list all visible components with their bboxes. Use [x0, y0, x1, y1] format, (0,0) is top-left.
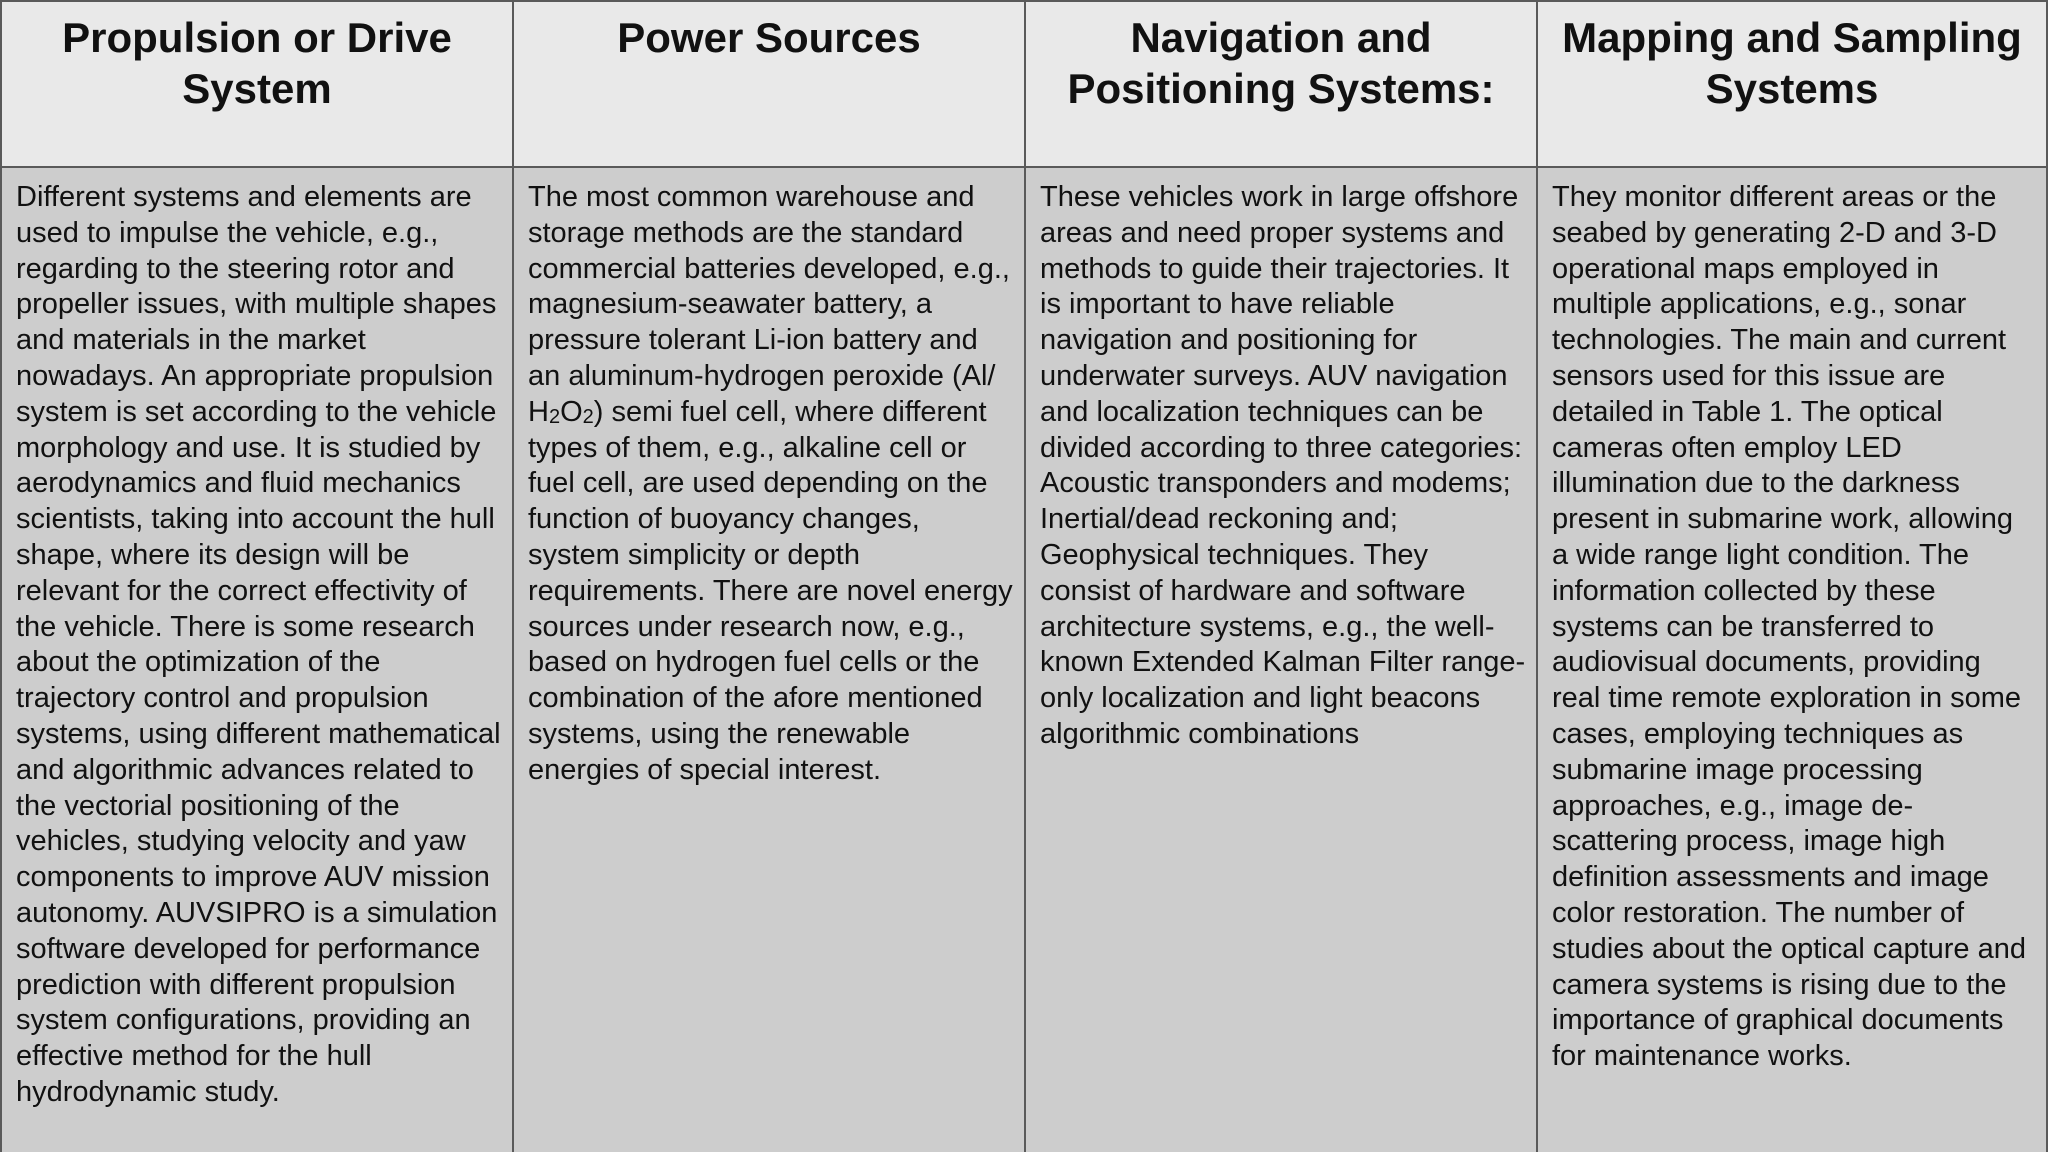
- body-navigation: [1024, 168, 1536, 1152]
- chemical-formula: [528, 396, 594, 428]
- body-power-sources: [512, 168, 1024, 1152]
- body-text: They monitor different areas or the seabed by generating 2-D and 3-D operational maps employed in multiple applications, e.g., sonar technologies. The main and current sensors used for this issue are detailed in Table 1. The optical cameras often employ LED illumination due to the darkness present in submarine work, allowing a wide range light condition. The information collected by these systems can be transferred to audiovisual documents, providing real time remote exploration in some cases, employing techniques as submarine image processing approaches, e.g., image de-scattering process, image high definition assessments and image color restoration. The number of studies about the optical capture and camera systems is rising due to the importance of graphical documents for maintenance works.: [1552, 181, 2026, 1073]
- formula-hydrogen: H: [528, 395, 549, 428]
- header-propulsion: [0, 0, 512, 168]
- header-title: Mapping and Sampling Systems: [1562, 14, 2022, 112]
- header-navigation: [1024, 0, 1536, 168]
- body-text: [528, 180, 1014, 789]
- header-power-sources: [512, 0, 1024, 168]
- body-mapping: [1536, 168, 2048, 1152]
- header-title: Propulsion or Drive System: [62, 14, 452, 112]
- body-text-part2: ) semi fuel cell, where different types of them, e.g., alkaline cell or fuel cell, are used depending on the function of buoyancy changes, system simplicity or depth requirements. There are novel energy sources under research now, e.g., based on hydrogen fuel cells or the combination of the afore mentioned systems, using the renewable energies of special interest.: [528, 395, 1013, 786]
- header-mapping: [1536, 0, 2048, 168]
- formula-subscript: 2: [548, 405, 561, 428]
- body-text: Different systems and elements are used to impulse the vehicle, e.g., regarding to the steering rotor and propeller issues, with multiple shapes and materials in the market nowadays. An appropriate propulsion system is set according to the vehicle morphology and use. It is studied by aerodynamics and fluid mechanics scientists, taking into account the hull shape, where its design will be relevant for the correct effectivity of the vehicle. There is some research about the optimization of the trajectory control and propulsion systems, using different mathematical and algorithmic advances related to the vectorial positioning of the vehicles, studying velocity and yaw components to improve AUV mission autonomy. AUVSIPRO is a simulation software developed for performance prediction with different propulsion system configurations, providing an effective method for the hull hydrodynamic study.: [16, 181, 501, 1108]
- formula-subscript: 2: [582, 405, 594, 428]
- body-text: These vehicles work in large offshore areas and need proper systems and methods to guide their trajectories. It is important to have reliable navigation and positioning for underwater surveys. AUV navigation and localization techniques can be divided according to three categories: Acoustic transponders and modems; Inertial/dead reckoning and; Geophysical techniques. They consist of hardware and software architecture systems, e.g., the well-known Extended Kalman Filter range-only localization and light beacons algorithmic combinations: [1040, 181, 1526, 750]
- header-title: Navigation and Positioning Systems:: [1067, 14, 1495, 112]
- formula-oxygen: O: [560, 395, 583, 428]
- body-propulsion: [0, 168, 512, 1152]
- header-title: Power Sources: [617, 14, 921, 61]
- body-text-part1: The most common warehouse and storage methods are the standard commercial batteries developed, e.g., magnesium-seawater battery, a pressure tolerant Li-ion battery and an aluminum-hydrogen peroxide (Al/: [528, 181, 1010, 392]
